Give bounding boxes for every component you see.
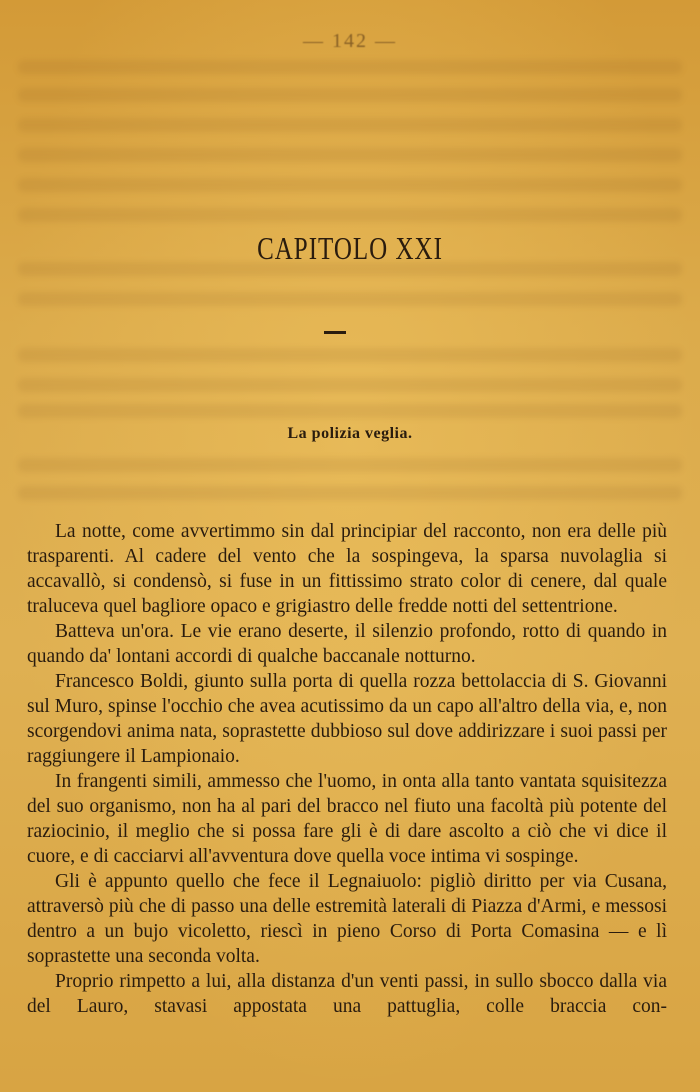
paragraph: Francesco Boldi, giunto sulla porta di quella rozza bettolaccia di S. Giovanni sul Muro, spinse l'occhio che avea acutissimo da un capo all'altro della via, e, non scorgendovi anima nata, soprastette dubbioso sul dove addirizzare i suoi passi per raggiungere il Lampionaio. [27,671,667,767]
bleed-through-text [18,178,682,192]
page-number: — 142 — [303,30,397,52]
paragraph: La notte, come avvertimmo sin dal principiar del racconto, non era delle più trasparenti. Al cadere del vento che la sospingeva, la sparsa nuvolaglia si accavallò, si condensò, si fuse in un fittissimo strato color di cenere, dal quale traluceva quel bagliore opaco e grigiastro delle fredde notti del settentrione. [27,521,667,617]
chapter-title: CAPITOLO XXI [257,232,443,267]
bleed-through-text [18,378,682,392]
bleed-through-text [18,348,682,362]
bleed-through-text [18,486,682,500]
paragraph: Gli è appunto quello che fece il Legnaiuolo: pigliò diritto per via Cusana, attraversò più che di passo una delle estremità laterali di Piazza d'Armi, e messosi dentro a un bujo vicoletto, riescì in pieno Corso di Porta Comasina — e lì soprastette una seconda volta. [27,871,667,967]
bleed-through-text [18,458,682,472]
title-rule [324,331,346,334]
bleed-through-text [18,208,682,222]
bleed-through-text [18,60,682,74]
bleed-through-text [18,292,682,306]
bleed-through-text [18,148,682,162]
paragraph: Batteva un'ora. Le vie erano deserte, il silenzio profondo, rotto di quando in quando da' lontani accordi di qualche baccanale notturno. [27,621,667,667]
chapter-subtitle: La polizia veglia. [287,425,413,442]
paragraph: Proprio rimpetto a lui, alla distanza d'un venti passi, in sullo sbocco dalla via del Lauro, stavasi appostata una pattuglia, colle braccia con- [27,971,667,1017]
bleed-through-text [18,404,682,418]
paragraph: In frangenti simili, ammesso che l'uomo, in onta alla tanto vantata squisitezza del suo organismo, non ha al pari del bracco nel fiuto una facoltà più potente del raziocinio, il meglio che si possa fare gli è di dare ascolto a ciò che vi dice il cuore, e di cacciarvi all'avventura dove quella voce intima vi sospinge. [27,771,667,867]
bleed-through-text [18,88,682,102]
body-text [27,519,667,1019]
bleed-through-text [18,118,682,132]
